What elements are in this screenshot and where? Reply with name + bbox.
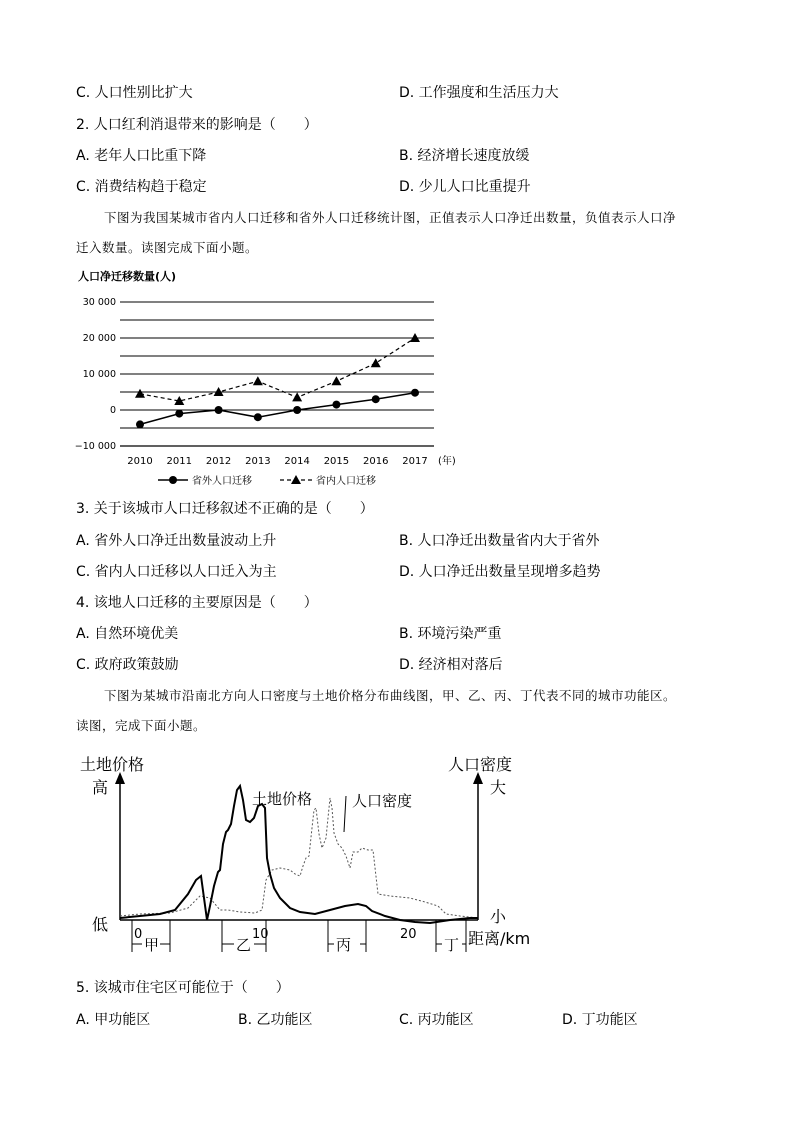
legend-marker-circle — [169, 476, 177, 484]
x-tick-label: 2014 — [284, 456, 310, 467]
question-5-stem: 5. 该城市住宅区可能位于（ ） — [76, 980, 290, 996]
data-point-circle — [293, 406, 301, 414]
data-point-circle — [215, 406, 223, 414]
q5-option-b: B. 乙功能区 — [238, 1012, 313, 1028]
chart1-ylabel: 人口净迁移数量(人) — [78, 270, 177, 283]
y-tick-label: 20 000 — [82, 333, 116, 344]
chart1-x-unit: (年) — [438, 456, 456, 467]
q1-option-d: D. 工作强度和生活压力大 — [399, 85, 559, 101]
q4-option-d: D. 经济相对落后 — [399, 657, 503, 673]
q1-option-c: C. 人口性别比扩大 — [76, 85, 193, 101]
x-tick-label: 2017 — [402, 456, 428, 467]
q2-option-b: B. 经济增长速度放缓 — [399, 148, 530, 164]
land-price-curve-label: 土地价格 — [252, 790, 313, 808]
left-axis-high: 高 — [92, 778, 109, 797]
y-tick-label: −10 000 — [74, 441, 116, 452]
intro-2-line-2: 读图，完成下面小题。 — [76, 718, 207, 733]
zone-label-ding: 丁 — [444, 936, 460, 954]
zone-label-yi: 乙 — [236, 936, 252, 954]
x-tick-10: 10 — [252, 927, 269, 942]
x-tick-label: 2011 — [166, 456, 193, 467]
data-point-triangle — [135, 389, 145, 398]
data-point-circle — [175, 410, 183, 418]
q2-option-c: C. 消费结构趋于稳定 — [76, 179, 207, 195]
q2-option-a: A. 老年人口比重下降 — [76, 148, 207, 164]
q3-option-a: A. 省外人口净迁出数量波动上升 — [76, 533, 277, 549]
zone-bing — [328, 920, 366, 954]
migration-line-chart — [70, 262, 470, 492]
q5-option-c: C. 丙功能区 — [399, 1012, 474, 1028]
left-axis-label: 土地价格 — [80, 755, 145, 774]
q4-option-c: C. 政府政策鼓励 — [76, 657, 179, 673]
data-point-circle — [254, 413, 262, 421]
density-label-pointer — [344, 796, 346, 832]
x-axis-label: 距离/km — [468, 929, 531, 948]
density-curve-label: 人口密度 — [352, 792, 413, 810]
intro-2-line-1: 下图为某城市沿南北方向人口密度与土地价格分布曲线图，甲、乙、丙、丁代表不同的城市功能区。 — [104, 688, 677, 703]
x-tick-label: 2016 — [362, 456, 389, 467]
q5-option-a: A. 甲功能区 — [76, 1012, 151, 1028]
legend-marker-triangle — [291, 475, 301, 484]
data-point-circle — [411, 389, 419, 397]
q3-option-b: B. 人口净迁出数量省内大于省外 — [399, 533, 600, 549]
q2-option-d: D. 少儿人口比重提升 — [399, 179, 531, 195]
x-tick-0: 0 — [134, 927, 143, 942]
q4-option-a: A. 自然环境优美 — [76, 626, 179, 642]
legend-label-outside: 省外人口迁移 — [192, 476, 252, 487]
density-curve — [120, 798, 478, 918]
question-3-stem: 3. 关于该城市人口迁移叙述不正确的是（ ） — [76, 501, 374, 517]
data-point-triangle — [292, 392, 302, 401]
x-tick-label: 2015 — [323, 456, 350, 467]
data-point-triangle — [331, 376, 341, 385]
y-tick-label: 30 000 — [82, 297, 116, 308]
zone-ding — [436, 920, 466, 954]
right-axis-label: 人口密度 — [448, 755, 513, 774]
legend-label-inside: 省内人口迁移 — [316, 476, 376, 487]
intro-1-line-2: 迁入数量。读图完成下面小题。 — [76, 240, 259, 255]
q3-option-d: D. 人口净迁出数量呈现增多趋势 — [399, 564, 601, 580]
y-tick-label: 10 000 — [82, 369, 116, 380]
zone-label-jia: 甲 — [144, 936, 160, 954]
q5-option-d: D. 丁功能区 — [562, 1012, 638, 1028]
data-point-circle — [332, 401, 340, 409]
zone-label-bing: 丙 — [336, 936, 352, 954]
right-axis-low: 小 — [490, 907, 507, 926]
land-price-density-profile — [70, 748, 550, 958]
y-tick-label: 0 — [109, 405, 116, 416]
x-tick-label: 2012 — [205, 456, 232, 467]
data-point-circle — [136, 420, 144, 428]
x-tick-label: 2010 — [127, 456, 153, 467]
q4-option-b: B. 环境污染严重 — [399, 626, 502, 642]
intro-1-line-1: 下图为我国某城市省内人口迁移和省外人口迁移统计图，正值表示人口净迁出数量，负值表示人口净 — [104, 210, 677, 225]
x-tick-label: 2013 — [245, 456, 271, 467]
data-point-triangle — [371, 358, 381, 367]
question-2-stem: 2. 人口红利消退带来的影响是（ ） — [76, 117, 318, 133]
q3-option-c: C. 省内人口迁移以人口迁入为主 — [76, 564, 277, 580]
data-point-circle — [372, 395, 380, 403]
data-point-triangle — [253, 376, 263, 385]
question-4-stem: 4. 该地人口迁移的主要原因是（ ） — [76, 595, 318, 611]
left-axis-low: 低 — [92, 915, 109, 934]
right-axis-high: 大 — [490, 778, 507, 797]
x-tick-20: 20 — [400, 927, 417, 942]
